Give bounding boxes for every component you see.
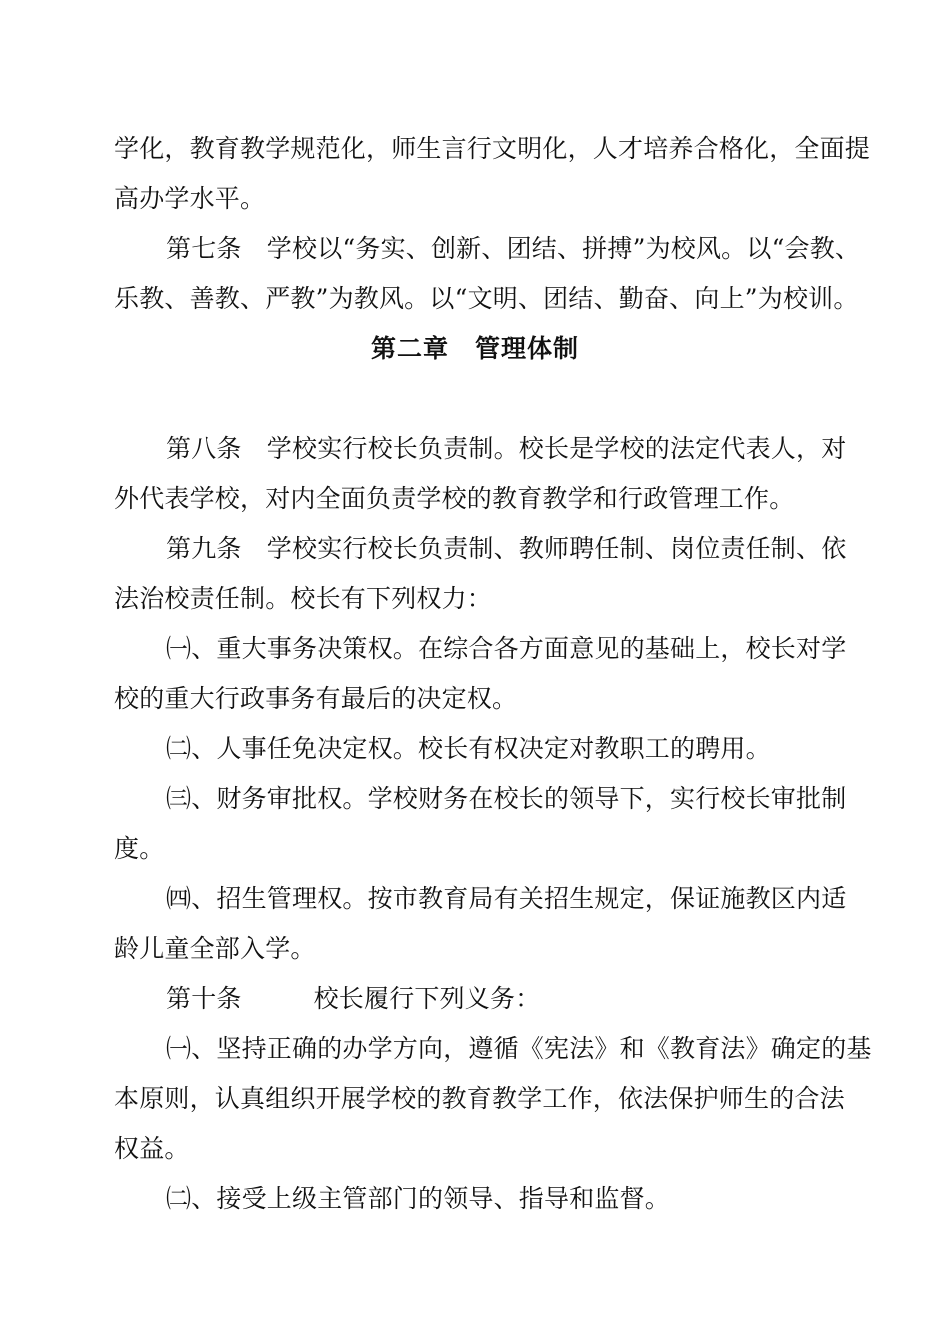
article-7-line: 第七条 学校以“务实、创新、团结、拼搏”为校风。以“会教、	[166, 234, 861, 263]
power-item: ㈡、人事任免决定权。校长有权决定对教职工的聘用。	[166, 734, 771, 763]
power-item: ㈢、财务审批权。学校财务在校长的领导下，实行校长审批制	[166, 784, 847, 813]
article-8-line: 外代表学校，对内全面负责学校的教育教学和行政管理工作。	[114, 484, 795, 513]
power-item: 度。	[114, 834, 165, 863]
paragraph-line: 高办学水平。	[114, 184, 266, 213]
duty-item: ㈠、坚持正确的办学方向，遵循《宪法》和《教育法》确定的基	[166, 1034, 872, 1063]
power-item: 校的重大行政事务有最后的决定权。	[114, 684, 518, 713]
power-item: 龄儿童全部入学。	[114, 934, 316, 963]
duty-item: 权益。	[114, 1134, 190, 1163]
article-8-line: 第八条 学校实行校长负责制。校长是学校的法定代表人，对	[166, 434, 847, 463]
article-9-line: 法治校责任制。校长有下列权力：	[114, 584, 493, 613]
power-item: ㈠、重大事务决策权。在综合各方面意见的基础上，校长对学	[166, 634, 847, 663]
chapter-heading: 第二章 管理体制	[370, 334, 579, 363]
article-10-text: 校长履行下列义务：	[313, 984, 541, 1013]
paragraph-line: 学化，教育教学规范化，师生言行文明化，人才培养合格化，全面提	[114, 134, 871, 163]
power-item: ㈣、招生管理权。按市教育局有关招生规定，保证施教区内适	[166, 884, 847, 913]
article-9-line: 第九条 学校实行校长负责制、教师聘任制、岗位责任制、依	[166, 534, 847, 563]
article-10-number: 第十条	[166, 984, 242, 1013]
duty-item: ㈡、接受上级主管部门的领导、指导和监督。	[166, 1184, 671, 1213]
article-7-line: 乐教、善教、严教”为教风。以“文明、团结、勤奋、向上”为校训。	[114, 284, 859, 313]
article-10-line	[166, 984, 874, 1014]
duty-item: 本原则，认真组织开展学校的教育教学工作，依法保护师生的合法	[114, 1084, 845, 1113]
